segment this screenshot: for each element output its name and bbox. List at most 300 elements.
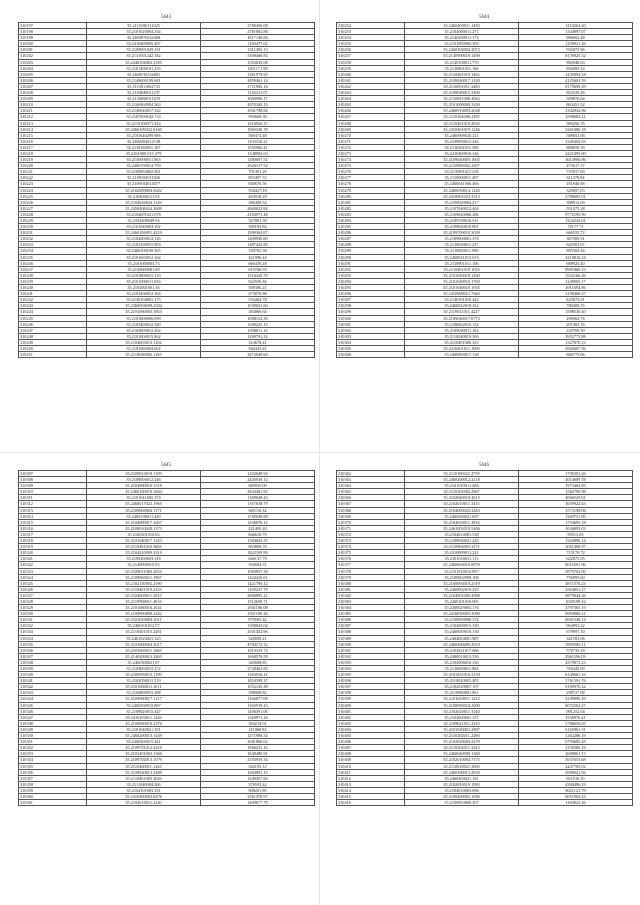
row-value-cell: 99513.85 bbox=[519, 531, 633, 537]
row-value-cell: 4066545.01 bbox=[519, 495, 633, 501]
row-id-cell: 310344 bbox=[19, 696, 87, 702]
row-value-cell: 8176925.32 bbox=[519, 53, 633, 59]
row-id-cell: 310260 bbox=[337, 71, 405, 77]
row-value-cell: 2564951.27 bbox=[519, 586, 633, 592]
row-id-cell: 310405 bbox=[337, 733, 405, 739]
row-value-cell: 895304.46 bbox=[519, 248, 633, 254]
row-id-cell: 310339 bbox=[19, 666, 87, 672]
row-value-cell: 2944481.85 bbox=[201, 489, 315, 495]
row-code-cell: 35.2110040011.237 bbox=[405, 242, 519, 248]
row-code-cell: 35.2109040013.3489 bbox=[87, 769, 201, 775]
row-code-cell: 35.2110460011.1445 bbox=[87, 763, 201, 769]
row-id-cell: 310360 bbox=[19, 793, 87, 799]
row-value-cell: 1236076.12 bbox=[201, 519, 315, 525]
row-id-cell: 310352 bbox=[19, 745, 87, 751]
row-value-cell: 1751906.16 bbox=[201, 83, 315, 89]
row-value-cell: 1951190.26 bbox=[201, 611, 315, 617]
row-value-cell: 463918.29 bbox=[201, 193, 315, 199]
row-code-cell: 35.2109000012.246 bbox=[87, 477, 201, 483]
row-code-cell: 35.2101041005.374 bbox=[87, 495, 201, 501]
row-id-cell: 310198 bbox=[19, 29, 87, 35]
row-value-cell: 1487422.80 bbox=[201, 242, 315, 248]
row-id-cell: 310202 bbox=[19, 53, 87, 59]
row-id-cell: 310201 bbox=[19, 47, 87, 53]
row-value-cell: 1966231.16 bbox=[201, 745, 315, 751]
row-code-cell: 35.2110401015.2281 bbox=[87, 629, 201, 635]
row-code-cell: 35.2101040018.1290 bbox=[405, 272, 519, 278]
row-value-cell: 1922166.26 bbox=[519, 272, 633, 278]
row-value-cell: 1851171.89 bbox=[201, 65, 315, 71]
row-code-cell: 35.2460039019.130 bbox=[405, 629, 519, 635]
row-id-cell: 310350 bbox=[19, 733, 87, 739]
row-id-cell: 310373 bbox=[337, 538, 405, 544]
row-value-cell: 622875.05 bbox=[519, 556, 633, 562]
row-id-cell: 310391 bbox=[337, 647, 405, 653]
row-id-cell: 310222 bbox=[19, 175, 87, 181]
row-value-cell: 2447785.02 bbox=[519, 763, 633, 769]
row-value-cell: 1536976.41 bbox=[519, 714, 633, 720]
row-value-cell: 666439.48 bbox=[201, 260, 315, 266]
row-code-cell: 35.2131001242.182 bbox=[87, 53, 201, 59]
row-value-cell: 6601540.14 bbox=[519, 617, 633, 623]
row-code-cell: 35.2104210009.3314 bbox=[87, 550, 201, 556]
row-code-cell: 35.2460100109.305 bbox=[87, 248, 201, 254]
row-value-cell: 1794695.18 bbox=[519, 519, 633, 525]
row-value-cell: 1941798.84 bbox=[201, 108, 315, 114]
row-id-cell: 310401 bbox=[337, 708, 405, 714]
row-code-cell: 35.2469870234498 bbox=[87, 35, 201, 41]
row-code-cell: 35.2101040003.102 bbox=[87, 224, 201, 230]
row-id-cell: 310224 bbox=[19, 187, 87, 193]
row-id-cell: 310334 bbox=[19, 635, 87, 641]
row-id-cell: 310253 bbox=[337, 29, 405, 35]
row-value-cell: 9879944.26 bbox=[519, 592, 633, 598]
row-id-cell: 310326 bbox=[19, 586, 87, 592]
row-id-cell: 310340 bbox=[19, 672, 87, 678]
row-code-cell: 35.2109010019.1109 bbox=[87, 471, 201, 477]
row-id-cell: 310400 bbox=[337, 702, 405, 708]
row-code-cell: 35.2110901021.236 bbox=[405, 169, 519, 175]
row-id-cell: 310365 bbox=[337, 489, 405, 495]
row-value-cell: 989456.76 bbox=[519, 120, 633, 126]
row-value-cell: 2183971.48 bbox=[201, 211, 315, 217]
row-code-cell: 35.2460400009.2019 bbox=[405, 641, 519, 647]
row-id-cell: 310317 bbox=[19, 531, 87, 537]
row-id-cell: 310371 bbox=[337, 525, 405, 531]
row-id-cell: 310245 bbox=[19, 315, 87, 321]
row-id-cell: 310358 bbox=[19, 781, 87, 787]
row-id-cell: 310300 bbox=[337, 315, 405, 321]
row-value-cell: 2728461.82 bbox=[201, 666, 315, 672]
row-value-cell: 1668576.59 bbox=[201, 653, 315, 659]
row-value-cell: 2183939.34 bbox=[201, 757, 315, 763]
row-value-cell: 737817.60 bbox=[519, 169, 633, 175]
row-value-cell: 1180697.51 bbox=[201, 157, 315, 163]
row-value-cell: 421996.44 bbox=[201, 254, 315, 260]
row-value-cell: 981252.04 bbox=[519, 708, 633, 714]
row-value-cell: 1398843.04 bbox=[201, 623, 315, 629]
row-code-cell: 35.2100094010.2519 bbox=[405, 580, 519, 586]
row-code-cell: 35.2410001023.3513 bbox=[405, 193, 519, 199]
row-code-cell: 35.2102000012.145 bbox=[87, 236, 201, 242]
row-value-cell: 356694.31 bbox=[201, 562, 315, 568]
row-code-cell: 35.2104200049.94 bbox=[87, 218, 201, 224]
row-code-cell: 35.2104001021.078 bbox=[87, 211, 201, 217]
row-code-cell: 35.2102110002.2190 bbox=[87, 580, 201, 586]
row-id-cell: 310323 bbox=[19, 568, 87, 574]
row-value-cell: 1761591.76 bbox=[519, 678, 633, 684]
row-code-cell: 35.2461002019.5406 bbox=[405, 525, 519, 531]
row-code-cell: 35.2109700010.3039 bbox=[405, 230, 519, 236]
row-code-cell: 35.2110908011.4016 bbox=[87, 598, 201, 604]
row-value-cell: 3879762.90 bbox=[519, 568, 633, 574]
row-value-cell: 853497.72 bbox=[201, 175, 315, 181]
row-id-cell: 310200 bbox=[19, 41, 87, 47]
row-code-cell: 35.2101000011.1011 bbox=[87, 684, 201, 690]
row-id-cell: 310262 bbox=[337, 83, 405, 89]
row-code-cell: 35.2460040009.1369 bbox=[405, 751, 519, 757]
row-value-cell: 2501452.96 bbox=[201, 629, 315, 635]
row-value-cell: 589653.06 bbox=[519, 132, 633, 138]
row-code-cell: 35.2460184091.4219 bbox=[87, 230, 201, 236]
row-id-cell: 310359 bbox=[19, 787, 87, 793]
row-value-cell: 551075.28 bbox=[519, 205, 633, 211]
row-code-cell: 35.2460002019.219 bbox=[405, 586, 519, 592]
row-value-cell: 1799291.26 bbox=[519, 471, 633, 477]
document-page-5645 bbox=[18, 462, 314, 887]
row-id-cell: 310327 bbox=[19, 592, 87, 598]
document-page-5644 bbox=[336, 14, 632, 439]
row-id-cell: 310282 bbox=[337, 205, 405, 211]
row-id-cell: 310286 bbox=[337, 230, 405, 236]
row-value-cell: 1262286.19 bbox=[519, 733, 633, 739]
row-code-cell: 35.2410400003.6476 bbox=[87, 793, 201, 799]
row-value-cell: 207403.76 bbox=[519, 321, 633, 327]
row-code-cell: 35.2410104011.1426 bbox=[87, 714, 201, 720]
row-value-cell: 688923.40 bbox=[519, 260, 633, 266]
row-value-cell: 5995580.11 bbox=[519, 641, 633, 647]
row-value-cell: 882948.63 bbox=[519, 59, 633, 65]
row-id-cell: 310244 bbox=[19, 309, 87, 315]
row-code-cell: 35.2109011003.2633 bbox=[87, 568, 201, 574]
row-value-cell: 1234996.14 bbox=[519, 538, 633, 544]
row-id-cell: 310204 bbox=[19, 65, 87, 71]
row-value-cell: 5937653.68 bbox=[519, 757, 633, 763]
row-id-cell: 310337 bbox=[19, 653, 87, 659]
table-row bbox=[19, 352, 315, 358]
row-code-cell: 35.2109040010.801 bbox=[405, 224, 519, 230]
row-code-cell: 35.2101000011.036 bbox=[87, 278, 201, 284]
row-code-cell: 35.2102021017.066 bbox=[405, 647, 519, 653]
row-code-cell: 35.2110401003.3026 bbox=[87, 775, 201, 781]
row-code-cell: 35.2104000011.3015 bbox=[87, 592, 201, 598]
row-id-cell: 310206 bbox=[19, 77, 87, 83]
row-id-cell: 310354 bbox=[19, 757, 87, 763]
row-code-cell: 35.2109020015.447 bbox=[87, 708, 201, 714]
row-value-cell: 509876.64 bbox=[519, 96, 633, 102]
row-code-cell: 35.2109004002.861 bbox=[87, 169, 201, 175]
row-value-cell: 1499677.79 bbox=[201, 800, 315, 806]
row-id-cell: 310279 bbox=[337, 187, 405, 193]
row-code-cell: 35.2110901011.166 bbox=[405, 65, 519, 71]
row-id-cell: 310251 bbox=[19, 352, 87, 358]
row-code-cell: 35.2109104011026 bbox=[87, 175, 201, 181]
row-value-cell: 1384043.35 bbox=[201, 538, 315, 544]
row-code-cell: 35.2101603012.164 bbox=[87, 254, 201, 260]
row-value-cell: 6149661.16 bbox=[519, 672, 633, 678]
row-id-cell: 310216 bbox=[19, 138, 87, 144]
row-code-cell: 35.2109040006.286 bbox=[405, 211, 519, 217]
row-code-cell: 35.2149000109.681 bbox=[87, 77, 201, 83]
row-code-cell: 35.2101000015.862 bbox=[87, 333, 201, 339]
row-id-cell: 310390 bbox=[337, 641, 405, 647]
row-id-cell: 310291 bbox=[337, 260, 405, 266]
row-id-cell: 310345 bbox=[19, 702, 87, 708]
row-id-cell: 310263 bbox=[337, 90, 405, 96]
row-id-cell: 310338 bbox=[19, 659, 87, 665]
row-value-cell: 421409.20 bbox=[201, 525, 315, 531]
row-code-cell: 35.2103100015.903 bbox=[87, 242, 201, 248]
row-id-cell: 310409 bbox=[337, 757, 405, 763]
row-code-cell: 35.2110106111025 bbox=[87, 23, 201, 29]
row-code-cell: 35.2460100019.1664 bbox=[87, 489, 201, 495]
row-value-cell: 345608.85 bbox=[201, 659, 315, 665]
row-code-cell: 35.2107040012.404 bbox=[405, 205, 519, 211]
row-value-cell: 1424416.61 bbox=[201, 574, 315, 580]
row-value-cell: 6051902.23 bbox=[519, 793, 633, 799]
row-code-cell: 35.2101400101.235 bbox=[87, 65, 201, 71]
row-value-cell: 2859461.14 bbox=[201, 77, 315, 83]
row-value-cell: 888659.39 bbox=[519, 144, 633, 150]
row-value-cell: 1582790.98 bbox=[519, 489, 633, 495]
row-value-cell: 1355960.41 bbox=[201, 144, 315, 150]
row-code-cell: 35.2460021013.613 bbox=[405, 254, 519, 260]
row-code-cell: 35.2102010004.7373 bbox=[405, 757, 519, 763]
row-value-cell: 1516428.79 bbox=[201, 272, 315, 278]
row-id-cell: 310364 bbox=[337, 483, 405, 489]
row-code-cell: 35.2460400021.161 bbox=[405, 775, 519, 781]
row-value-cell: 8021121.79 bbox=[519, 787, 633, 793]
row-code-cell: 35.2109040011.102 bbox=[405, 327, 519, 333]
row-code-cell: 35.2460200015.441 bbox=[87, 739, 201, 745]
row-id-cell: 310361 bbox=[19, 800, 87, 806]
row-id-cell: 310221 bbox=[19, 169, 87, 175]
row-code-cell: 35.2109090013.1199 bbox=[87, 672, 201, 678]
row-code-cell: 35.2104010003.696 bbox=[405, 787, 519, 793]
row-id-cell: 310404 bbox=[337, 726, 405, 732]
row-id-cell: 310332 bbox=[19, 623, 87, 629]
row-id-cell: 310412 bbox=[337, 775, 405, 781]
row-code-cell: 35.2110180011.107 bbox=[87, 144, 201, 150]
row-id-cell: 310207 bbox=[19, 83, 87, 89]
row-id-cell: 310309 bbox=[19, 483, 87, 489]
row-code-cell: 35.2100020004.217 bbox=[405, 199, 519, 205]
row-id-cell: 310362 bbox=[337, 471, 405, 477]
row-id-cell: 310388 bbox=[337, 629, 405, 635]
row-value-cell: 367909.91 bbox=[519, 236, 633, 242]
row-id-cell: 310408 bbox=[337, 751, 405, 757]
row-code-cell: 35.2110091008.3044 bbox=[405, 96, 519, 102]
row-code-cell: 35.2110401019.1035 bbox=[405, 266, 519, 272]
row-id-cell: 310331 bbox=[19, 617, 87, 623]
page-title: 5643 bbox=[161, 15, 171, 20]
row-value-cell: 1854399.37 bbox=[201, 678, 315, 684]
data-table bbox=[336, 22, 633, 358]
row-code-cell: 35.2103400012.349 bbox=[87, 321, 201, 327]
row-code-cell: 35.2109040017.1430 bbox=[405, 77, 519, 83]
row-value-cell: 822939.46 bbox=[201, 278, 315, 284]
row-id-cell: 310387 bbox=[337, 623, 405, 629]
row-code-cell: 35.2130000011.065 bbox=[87, 157, 201, 163]
row-id-cell: 310210 bbox=[19, 102, 87, 108]
row-value-cell: 1965336.78 bbox=[201, 126, 315, 132]
row-id-cell: 310416 bbox=[337, 800, 405, 806]
row-code-cell: 35.2109040017.6773 bbox=[405, 315, 519, 321]
row-value-cell: 1102048.94 bbox=[201, 471, 315, 477]
row-value-cell: 2598682.21 bbox=[519, 114, 633, 120]
row-id-cell: 310370 bbox=[337, 519, 405, 525]
row-value-cell: 3952775.88 bbox=[519, 333, 633, 339]
row-value-cell: 1616926.37 bbox=[201, 120, 315, 126]
row-id-cell: 310229 bbox=[19, 218, 87, 224]
row-value-cell: 1039021.60 bbox=[201, 303, 315, 309]
row-id-cell: 310322 bbox=[19, 562, 87, 568]
row-code-cell: 35.2109040015.3400 bbox=[405, 90, 519, 96]
row-id-cell: 310277 bbox=[337, 175, 405, 181]
row-value-cell: 2855349.13 bbox=[201, 102, 315, 108]
row-code-cell: 35.2140101016.442 bbox=[405, 297, 519, 303]
row-value-cell: 2421095.00 bbox=[519, 150, 633, 156]
row-id-cell: 310319 bbox=[19, 544, 87, 550]
row-value-cell: 666555.72 bbox=[519, 230, 633, 236]
row-id-cell: 310406 bbox=[337, 739, 405, 745]
row-value-cell: 2672049.60 bbox=[201, 352, 315, 358]
row-value-cell: 1311492.13 bbox=[201, 47, 315, 53]
row-value-cell: 1167638.79 bbox=[201, 501, 315, 507]
row-code-cell: 35.2130104001.175 bbox=[87, 297, 201, 303]
row-value-cell: 1250921.26 bbox=[519, 41, 633, 47]
row-code-cell: 35.2460204012138 bbox=[87, 138, 201, 144]
row-code-cell: 35.2102010011.3415 bbox=[405, 501, 519, 507]
row-id-cell: 310208 bbox=[19, 90, 87, 96]
row-id-cell: 310249 bbox=[19, 339, 87, 345]
row-code-cell: 35.2110104008.2495 bbox=[405, 114, 519, 120]
row-id-cell: 310217 bbox=[19, 144, 87, 150]
row-id-cell: 310274 bbox=[337, 157, 405, 163]
row-value-cell: 1340404.33 bbox=[519, 138, 633, 144]
table-row bbox=[337, 352, 633, 358]
row-id-cell: 310381 bbox=[337, 586, 405, 592]
row-code-cell: 35.2360004009.2302 bbox=[87, 303, 201, 309]
row-id-cell: 310223 bbox=[19, 181, 87, 187]
row-code-cell: 35.2149040017.322 bbox=[87, 108, 201, 114]
row-id-cell: 310308 bbox=[19, 477, 87, 483]
row-code-cell: 35.2109000019.2376 bbox=[87, 720, 201, 726]
row-id-cell: 310395 bbox=[337, 672, 405, 678]
row-code-cell: 35.2102006010.330 bbox=[405, 659, 519, 665]
row-code-cell: 35.2460109322.0160 bbox=[87, 126, 201, 132]
row-code-cell: 35.2109400003.1096 bbox=[405, 793, 519, 799]
row-value-cell: 594427.18 bbox=[201, 187, 315, 193]
row-code-cell: 35.2104040011237 bbox=[87, 90, 201, 96]
row-id-cell: 310227 bbox=[19, 205, 87, 211]
row-value-cell: 625581.07 bbox=[519, 242, 633, 248]
row-code-cell: 35.2110401000.335 bbox=[405, 339, 519, 345]
row-value-cell: 2961596.03 bbox=[519, 653, 633, 659]
row-id-cell: 310280 bbox=[337, 193, 405, 199]
row-id-cell: 310351 bbox=[19, 739, 87, 745]
row-id-cell: 310320 bbox=[19, 550, 87, 556]
row-id-cell: 310376 bbox=[337, 556, 405, 562]
row-value-cell: 3239090.29 bbox=[519, 696, 633, 702]
row-value-cell: 756995.60 bbox=[519, 574, 633, 580]
row-id-cell: 310259 bbox=[337, 65, 405, 71]
row-code-cell: 35.2109200003.318 bbox=[87, 556, 201, 562]
row-id-cell: 310372 bbox=[337, 531, 405, 537]
row-id-cell: 310403 bbox=[337, 720, 405, 726]
row-id-cell: 310299 bbox=[337, 309, 405, 315]
row-code-cell: 35.2101020004.334 bbox=[87, 29, 201, 35]
row-id-cell: 310283 bbox=[337, 211, 405, 217]
page-gutter-horizontal bbox=[0, 452, 640, 453]
row-id-cell: 310347 bbox=[19, 714, 87, 720]
row-value-cell: 1406391.06 bbox=[201, 708, 315, 714]
row-code-cell: 35.2110901011.106 bbox=[405, 260, 519, 266]
row-value-cell: 1327870.13 bbox=[519, 339, 633, 345]
row-value-cell: 1169822.26 bbox=[519, 800, 633, 806]
row-id-cell: 310295 bbox=[337, 285, 405, 291]
row-value-cell: 1617140.84 bbox=[201, 35, 315, 41]
row-id-cell: 310258 bbox=[337, 59, 405, 65]
row-value-cell: 5786650.65 bbox=[519, 720, 633, 726]
row-value-cell: 1598530.40 bbox=[519, 309, 633, 315]
row-id-cell: 310231 bbox=[19, 230, 87, 236]
row-value-cell: 8901860.19 bbox=[519, 266, 633, 272]
row-id-cell: 310237 bbox=[19, 266, 87, 272]
row-value-cell: 6793685.45 bbox=[519, 739, 633, 745]
row-code-cell: 35.2110010001.405 bbox=[405, 678, 519, 684]
row-code-cell: 35.2460200013.1439 bbox=[87, 733, 201, 739]
row-id-cell: 310341 bbox=[19, 678, 87, 684]
row-value-cell: 2698061.15 bbox=[519, 751, 633, 757]
row-code-cell: 35.2410900021.7663 bbox=[405, 291, 519, 297]
row-value-cell: 3797565.19 bbox=[519, 605, 633, 611]
row-id-cell: 310355 bbox=[19, 763, 87, 769]
row-id-cell: 310266 bbox=[337, 108, 405, 114]
row-value-cell: 964993.22 bbox=[519, 623, 633, 629]
row-code-cell: 35.2109021011.2210 bbox=[405, 720, 519, 726]
row-id-cell: 310281 bbox=[337, 199, 405, 205]
row-value-cell: 298727.08 bbox=[519, 690, 633, 696]
data-table bbox=[336, 470, 633, 806]
row-value-cell: 211968.82 bbox=[201, 726, 315, 732]
row-code-cell: 35.2101060011.1065 bbox=[87, 647, 201, 653]
row-id-cell: 310374 bbox=[337, 544, 405, 550]
page-title: 5646 bbox=[479, 463, 489, 468]
row-code-cell: 35.2460101016.065 bbox=[405, 598, 519, 604]
row-code-cell: 35.2410400016.246 bbox=[405, 150, 519, 156]
row-value-cell: 1848480.91 bbox=[201, 751, 315, 757]
row-code-cell: 35.2161000.015.479 bbox=[87, 150, 201, 156]
row-code-cell: 35.2110001011.3460 bbox=[405, 83, 519, 89]
row-code-cell: 35.2104020011.4816 bbox=[405, 519, 519, 525]
row-id-cell: 310367 bbox=[337, 501, 405, 507]
row-value-cell: 9189976.42 bbox=[519, 684, 633, 690]
row-value-cell: 508386.21 bbox=[201, 285, 315, 291]
row-id-cell: 310214 bbox=[19, 126, 87, 132]
row-value-cell: 1249005.17 bbox=[519, 278, 633, 284]
row-code-cell: 35.2101020001.2807 bbox=[405, 726, 519, 732]
